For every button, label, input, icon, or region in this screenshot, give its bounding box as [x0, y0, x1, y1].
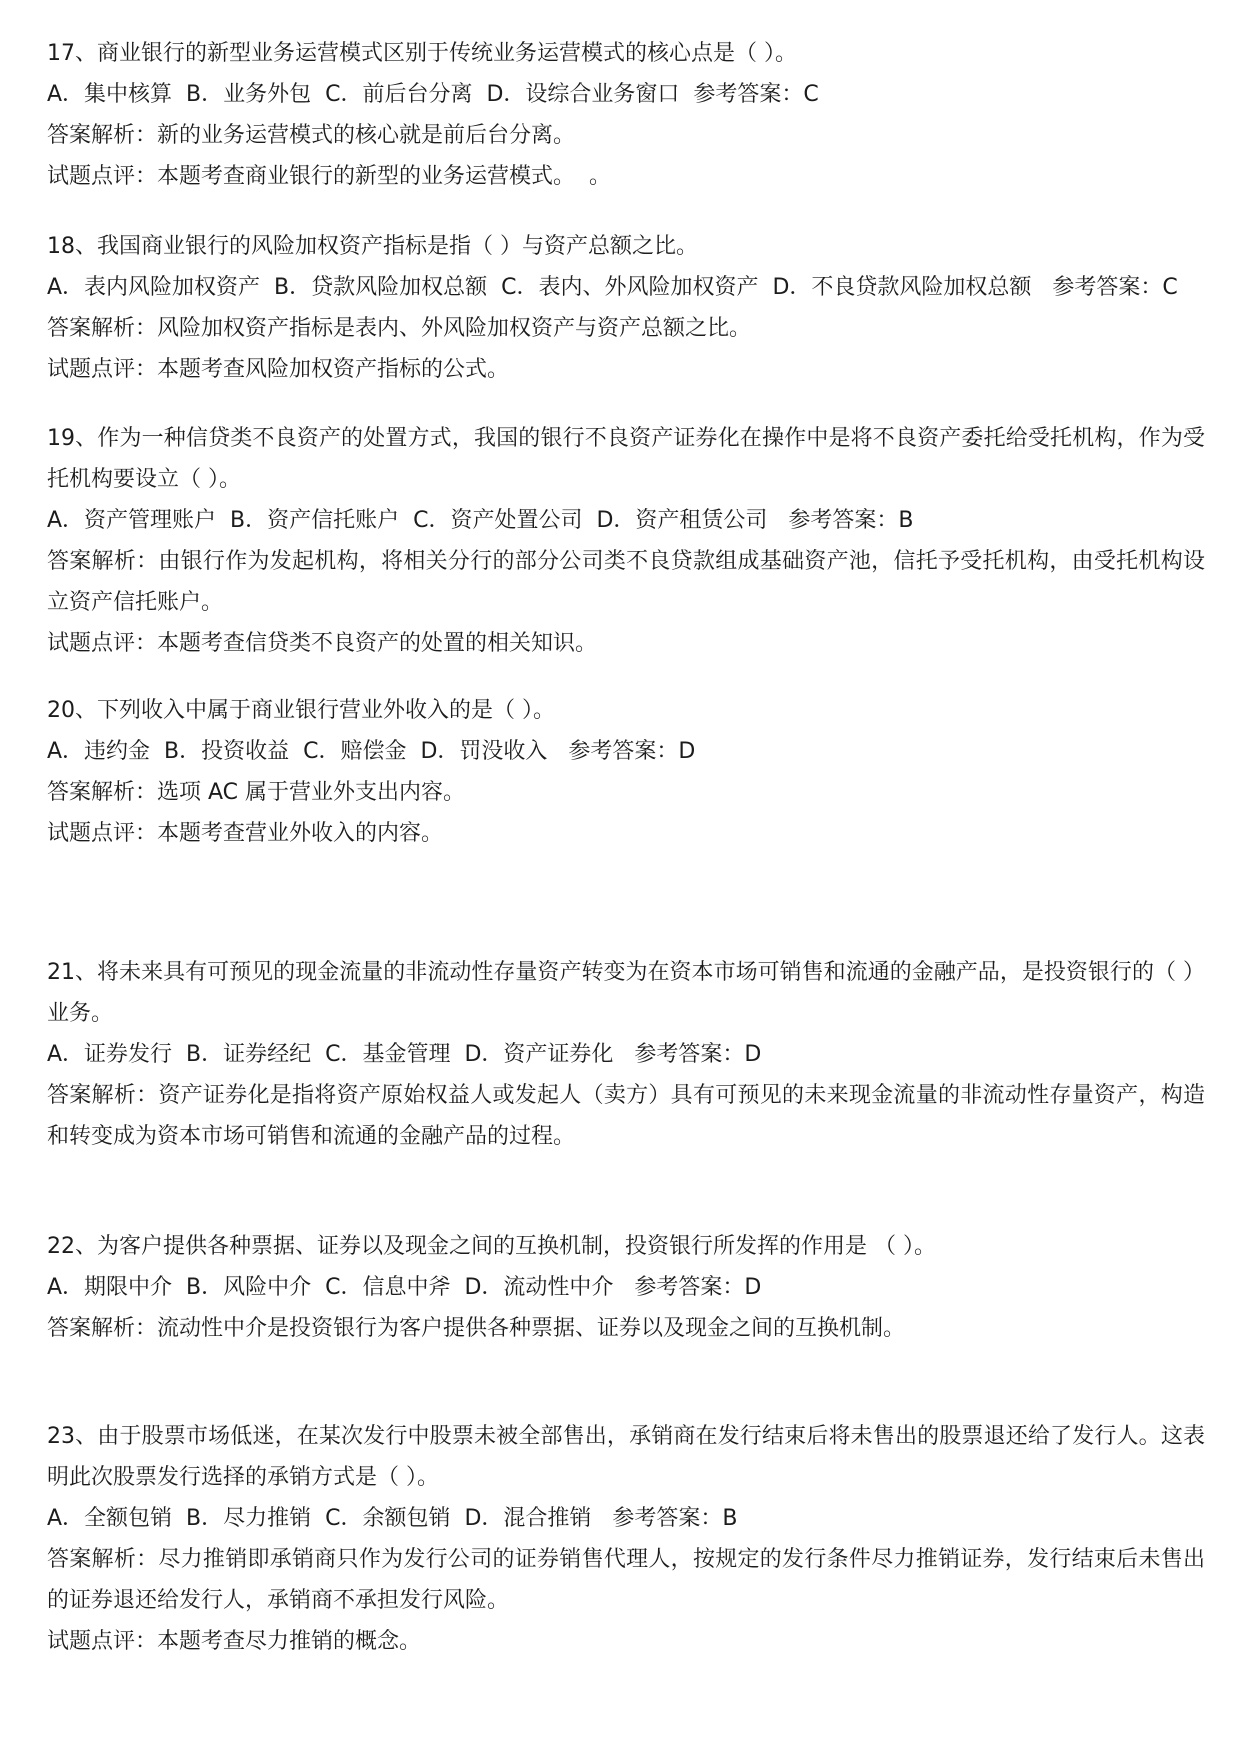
question-block-21	[47, 952, 1205, 1157]
question-comment: 试题点评：本题考查营业外收入的内容。	[47, 821, 444, 846]
question-block-23	[47, 1416, 1205, 1662]
answer-analysis: 答案解析：流动性中介是投资银行为客户提供各种票据、证券以及现金之间的互换机制。	[47, 1316, 906, 1341]
answer-analysis: 答案解析：风险加权资产指标是表内、外风险加权资产与资产总额之比。	[47, 316, 752, 341]
question-block-17	[47, 33, 1205, 197]
question-comment: 试题点评：本题考查风险加权资产指标的公式。	[47, 357, 510, 382]
options-line: A．违约金 B．投资收益 C．赔偿金 D．罚没收入 参考答案：D	[47, 739, 696, 764]
options-line: A．期限中介 B．风险中介 C．信息中斧 D．流动性中介 参考答案：D	[47, 1275, 762, 1300]
answer-analysis: 答案解析：选项 AC 属于营业外支出内容。	[47, 780, 466, 805]
options-line: A．全额包销 B．尽力推销 C．余额包销 D．混合推销 参考答案：B	[47, 1506, 738, 1531]
question-comment: 试题点评：本题考查商业银行的新型的业务运营模式。 。	[47, 164, 611, 189]
question-comment: 试题点评：本题考查信贷类不良资产的处置的相关知识。	[47, 631, 598, 656]
question-text: 19、作为一种信贷类不良资产的处置方式，我国的银行不良资产证券化在操作中是将不良资产委托给受托机构，作为受托机构要设立（ ）。	[47, 426, 1205, 492]
question-block-18	[47, 226, 1205, 390]
question-text: 23、由于股票市场低迷，在某次发行中股票未被全部售出，承销商在发行结束后将未售出的股票退还给了发行人。这表明此次股票发行选择的承销方式是（ ）。	[47, 1424, 1205, 1490]
options-line: A．资产管理账户 B．资产信托账户 C．资产处置公司 D．资产租赁公司 参考答案：B	[47, 508, 914, 533]
question-block-19	[47, 418, 1205, 664]
question-text: 22、为客户提供各种票据、证券以及现金之间的互换机制，投资银行所发挥的作用是 （ ）。	[47, 1234, 936, 1259]
question-comment: 试题点评：本题考查尽力推销的概念。	[47, 1629, 422, 1654]
options-line: A．表内风险加权资产 B．贷款风险加权总额 C．表内、外风险加权资产 D．不良贷款风险加权总额 参考答案：C	[47, 275, 1178, 300]
answer-analysis: 答案解析：尽力推销即承销商只作为发行公司的证券销售代理人，按规定的发行条件尽力推销证券，发行结束后未售出的证券退还给发行人，承销商不承担发行风险。	[47, 1547, 1205, 1613]
question-block-20	[47, 690, 1205, 854]
options-line: A．集中核算 B．业务外包 C．前后台分离 D．设综合业务窗口 参考答案：C	[47, 82, 819, 107]
question-text: 21、将未来具有可预见的现金流量的非流动性存量资产转变为在资本市场可销售和流通的金融产品，是投资银行的（ ）业务。	[47, 960, 1205, 1026]
question-text: 17、商业银行的新型业务运营模式区别于传统业务运营模式的核心点是（ ）。	[47, 41, 797, 66]
answer-analysis: 答案解析：由银行作为发起机构，将相关分行的部分公司类不良贷款组成基础资产池，信托予受托机构，由受托机构设立资产信托账户。	[47, 549, 1205, 615]
answer-analysis: 答案解析：新的业务运营模式的核心就是前后台分离。	[47, 123, 576, 148]
options-line: A．证券发行 B．证券经纪 C．基金管理 D．资产证券化 参考答案：D	[47, 1042, 762, 1067]
question-text: 18、我国商业银行的风险加权资产指标是指（ ）与资产总额之比。	[47, 234, 698, 259]
question-block-22	[47, 1226, 1205, 1349]
answer-analysis: 答案解析：资产证券化是指将资产原始权益人或发起人（卖方）具有可预见的未来现金流量的非流动性存量资产，构造和转变成为资本市场可销售和流通的金融产品的过程。	[47, 1083, 1205, 1149]
question-text: 20、下列收入中属于商业银行营业外收入的是（ ）。	[47, 698, 555, 723]
